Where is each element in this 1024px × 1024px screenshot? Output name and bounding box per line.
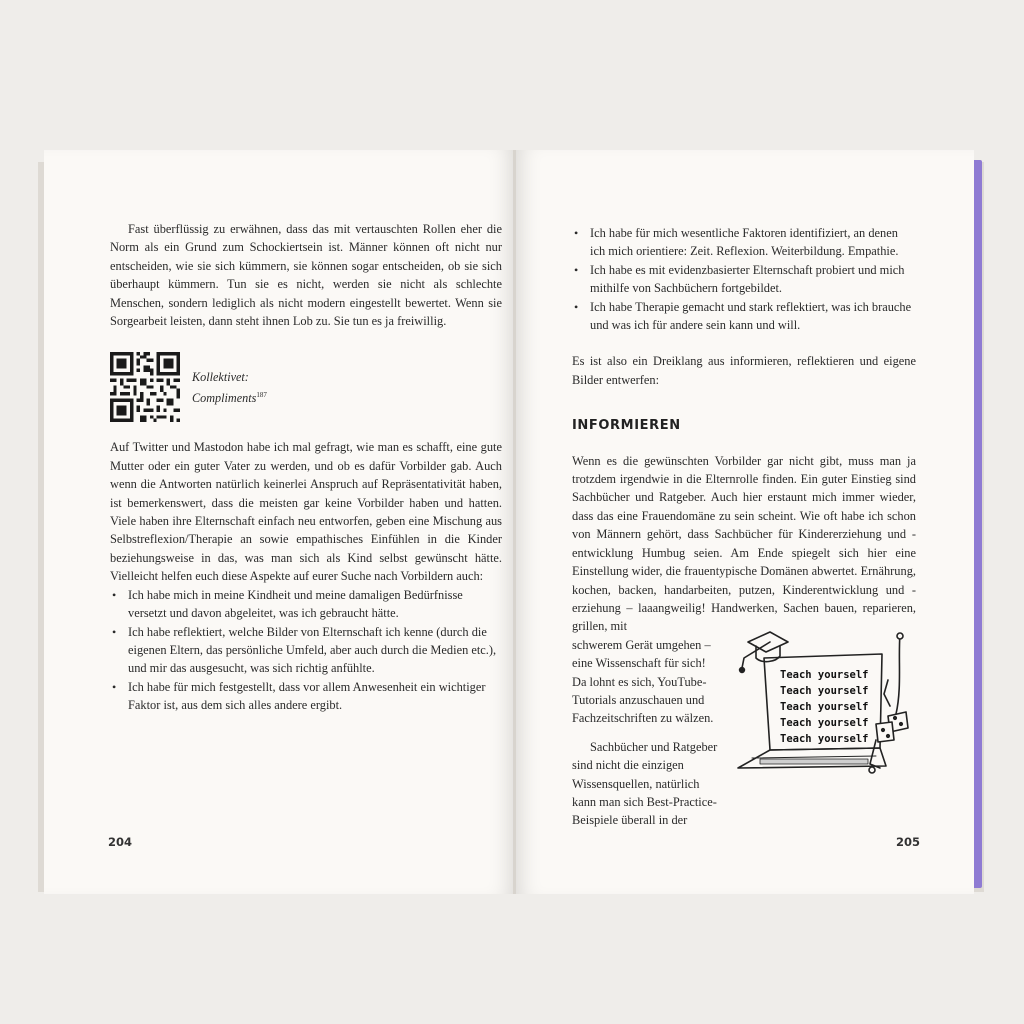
qr-block [110,352,502,422]
wrapped-paragraph-1: schwerem Gerät umgehen – eine Wissenschaft für sich! Da lohnt es sich, YouTube-Tutorials anzuschauen und Fachzeitschriften zu wälzen. [572,637,714,726]
right-paragraph-2: Wenn es die gewünschten Vorbilder gar nicht gibt, muss man ja trotzdem irgendwie in die Elternrolle finden. Ein guter Einstieg sind Sachbücher und Ratgeber. Auch hier erstaunt mich immer wieder, dass das eine Frauendomäne zu sein scheint. Wie oft habe ich schon von Männern gehört, dass Sachbücher für Kindererziehung und -entwicklung Humbug seien. Am Ende spiegelt sich hier eine Einstellung wider, die frauentypische Domänen abwertet. Ernährung, kochen, backen, handarbeiten, putzen, Kinderentwicklung und -erziehung – laaangweilig! Handwerken, Sachen bauen, reparieren, grillen, mit [572,453,916,634]
left-paragraph-2: Auf Twitter und Mastodon habe ich mal gefragt, wie man es schafft, eine gute Mutter oder ein guter Vater zu werden, und ob es dafür Vorbilder gab. Auch wenn die Antworten natürlich keinerlei Anspruch auf Repräsentativität haben, ist bemerkenswert, dass die meisten gar keine Vorbilder haben und hatten. Viele haben ihre Elternschaft einfach neu entworfen, geben eine Mischung aus Selbstreflexion/Therapie an sowie empathisches Einfühlen in die Kinder beziehungsweise in das, was man sich als Kind selbst gewünscht hätte. Vielleicht helfen euch diese Aspekte auf eurer Suche nach Vorbildern auch: [110,440,502,584]
qr-caption-title: Kollektivet: [192,369,249,384]
left-page-body [110,220,502,715]
illustration-line: Teach yourself [780,684,869,697]
footnote-marker: 187 [256,390,267,399]
list-item: • Ich habe reflektiert, welche Bilder von Elternschaft ich kenne (durch die eigenen Eltern, das persönliche Umfeld, aber auch durch die Medien etc.), und mir das ausgesucht, was sich richtig anfühlte. [110,623,502,678]
wrapped-paragraph-2: Sachbücher und Ratgeber sind nicht die einzigen Wissensquellen, natürlich kann man sich Best-Practice-Beispiele überall in der [572,739,718,828]
qr-code-icon[interactable] [110,352,180,422]
list-item: • Ich habe für mich wesentliche Faktoren identifiziert, an denen ich mich orientiere: Zeit. Reflexion. Weiterbildung. Empathie. [572,224,916,261]
left-paragraph-1: Fast überflüssig zu erwähnen, dass das mit vertauschten Rollen eher die Norm als ein Grund zum Schockiertsein ist. Männer können oft nicht nur entscheiden, wie sie sich kümmern, sie können sogar entscheiden, ob sie sich überhaupt kümmern. Tun sie es nicht, werden sie nicht als schlechte Menschen, sondern lediglich als nicht modern eingestellt bewertet. Wenn sie Sorgearbeit leisten, dann steht ihnen Lob zu. Sie tun es ja freiwillig. [110,222,502,329]
list-item: • Ich habe es mit evidenzbasierter Elternschaft probiert und mich mithilfe von Sachbüchern fortgebildet. [572,261,916,298]
right-page-body [572,224,916,830]
text-with-illustration [572,636,916,830]
qr-caption-song: Compliments [192,390,257,405]
right-page [516,150,974,894]
section-heading: INFORMIEREN [572,418,681,434]
wrapped-text [572,636,720,830]
right-paragraph-1: Es ist also ein Dreiklang aus informieren, reflektieren und eigene Bilder entwerfen: [572,354,916,387]
qr-caption [192,368,267,407]
page-number-right: 205 [896,835,921,849]
illustration-line: Teach yourself [780,732,869,745]
illustration-line: Teach yourself [780,700,869,713]
laptop-graduation-illustration [730,628,916,784]
qr-caption-subtitle [192,386,267,407]
left-bullet-list [110,586,502,715]
illustration-line: Teach yourself [780,716,869,729]
list-item: • Ich habe Therapie gemacht und stark reflektiert, was ich brauche und was ich für andere sein kann und will. [572,298,916,335]
illustration-line: Teach yourself [780,668,869,681]
page-number-left: 204 [108,835,133,849]
list-item: • Ich habe mich in meine Kindheit und meine damaligen Bedürfnisse versetzt und davon abgeleitet, was ich gebraucht hätte. [110,586,502,623]
list-item: • Ich habe für mich festgestellt, dass vor allem Anwesenheit ein wichtiger Faktor ist, aus dem sich alles andere ergibt. [110,678,502,715]
left-page [44,150,514,894]
right-bullet-list [572,224,916,334]
